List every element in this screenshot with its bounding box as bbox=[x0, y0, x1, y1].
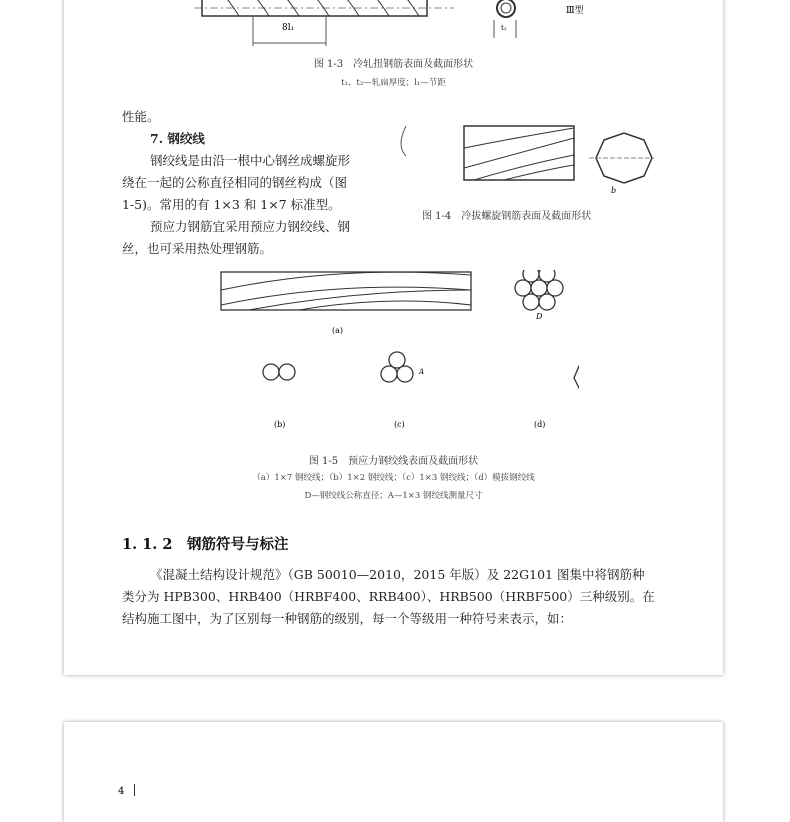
page-number: 4 bbox=[118, 786, 125, 797]
paragraph-end: 性能。 bbox=[122, 109, 160, 124]
text-line: 1-5)。常用的有 1×3 和 1×7 标准型。 bbox=[122, 197, 341, 212]
dim-t2: t₂ bbox=[501, 24, 507, 32]
figure-1-5-drawing bbox=[219, 270, 579, 440]
figure-1-5-caption: 图 1-5 预应力钢绞线表面及截面形状 bbox=[308, 456, 479, 467]
type-label: Ⅲ型 bbox=[566, 6, 584, 16]
figure-1-3-caption: 图 1-3 冷轧扭钢筋表面及截面形状 bbox=[313, 59, 474, 70]
text-line: 类分为 HPB300、HRB400（HRBF400、RRB400）、HRB500（HRBF500）三种级别。在 bbox=[122, 589, 655, 604]
text-line: 绕在一起的公称直径相同的钢丝构成（图 bbox=[122, 175, 348, 190]
text-line: 钢绞线是由沿一根中心钢丝成螺旋形 bbox=[150, 153, 351, 168]
header-divider bbox=[134, 784, 135, 796]
label-b: (b) bbox=[274, 420, 286, 429]
text-line: 结构施工图中，为了区别每一种钢筋的级别，每一个等级用一种符号来表示，如： bbox=[122, 611, 573, 626]
dim-d: D bbox=[536, 312, 543, 321]
text-line: 丝，也可采用热处理钢筋。 bbox=[122, 241, 273, 256]
dim-a: A bbox=[419, 368, 425, 376]
label-c: (c) bbox=[394, 420, 405, 429]
figure-1-5-note-1: （a）1×7 钢绞线；（b）1×2 钢绞线；（c）1×3 钢绞线；（d）模拔钢绞线 bbox=[252, 473, 535, 483]
figure-1-4-caption: 图 1-4 冷拔螺旋钢筋表面及截面形状 bbox=[422, 211, 592, 222]
section-1-1-2-title: 1. 1. 2 钢筋符号与标注 bbox=[122, 536, 289, 553]
text-line: 预应力钢筋宜采用预应力钢绞线、钢 bbox=[150, 219, 351, 234]
figure-1-5-note-2: D—钢绞线公称直径；A—1×3 钢绞线测量尺寸 bbox=[304, 491, 483, 501]
figure-1-3-note: t₁、t₂—轧扁厚度；l₁—节距 bbox=[341, 78, 446, 88]
figure-1-3-drawing bbox=[194, 0, 594, 50]
label-a: (a) bbox=[332, 326, 344, 335]
document-page-2 bbox=[64, 722, 723, 822]
section-7-title: 7. 钢绞线 bbox=[150, 131, 205, 146]
dim-b: b bbox=[611, 186, 617, 195]
label-d: (d) bbox=[534, 420, 546, 429]
strand-side-view bbox=[221, 272, 471, 310]
dim-8l1: 8l₁ bbox=[282, 23, 295, 33]
text-line: 《混凝土结构设计规范》（GB 50010—2010，2015 年版）及 22G101 图集中将钢筋种 bbox=[150, 567, 645, 582]
document-page-1 bbox=[64, 0, 723, 675]
